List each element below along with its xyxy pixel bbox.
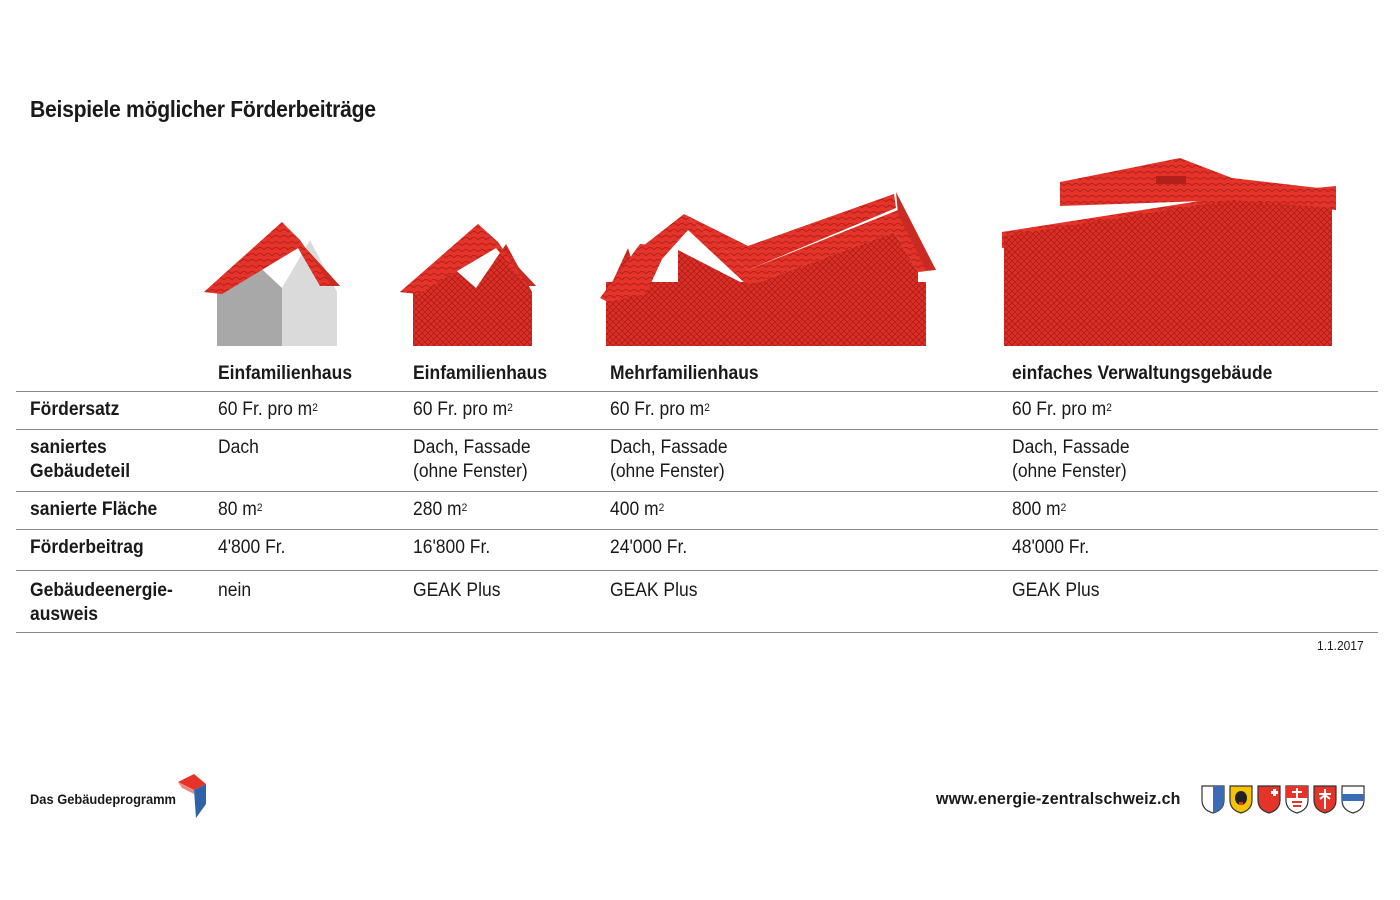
zug-crest-icon [1340, 784, 1366, 814]
table-cell: Dach [218, 437, 259, 458]
schwyz-crest-icon [1256, 784, 1282, 814]
table-cell: GEAK Plus [413, 580, 501, 601]
table-cell: 400 $m^2$ [610, 499, 665, 520]
table-row [16, 392, 1378, 430]
table-cell: GEAK Plus [610, 580, 698, 601]
date-stamp: 1.1.2017 [1317, 638, 1364, 653]
house-multi-family-icon [598, 190, 938, 348]
house-illustrations [0, 150, 1400, 350]
table-row [16, 430, 1378, 492]
obwalden-crest-icon [1284, 784, 1310, 814]
table-cell: 60 Fr. pro $m^2$ [610, 399, 710, 420]
column-header: Mehrfamilienhaus [610, 363, 759, 384]
table-cell: GEAK Plus [1012, 580, 1100, 601]
building-office-icon [1000, 156, 1340, 348]
table-cell: 16'800 Fr. [413, 537, 491, 558]
table-cell: 4'800 Fr. [218, 537, 286, 558]
table-row [16, 492, 1378, 530]
row-label: Förderbeitrag [30, 537, 144, 558]
column-header: Einfamilienhaus [218, 363, 353, 384]
table-cell: 24'000 Fr. [610, 537, 688, 558]
table-row [16, 571, 1378, 633]
row-label: saniertes Gebäudeteil [30, 437, 131, 482]
row-label: sanierte Fläche [30, 499, 158, 520]
table-cell: 60 Fr. pro $m^2$ [218, 399, 318, 420]
house-single-full-icon [398, 222, 540, 348]
house-single-roof-only-icon [200, 220, 345, 348]
table-row [16, 530, 1378, 571]
canton-crests [1200, 784, 1366, 814]
nidwalden-crest-icon [1312, 784, 1338, 814]
uri-crest-icon [1228, 784, 1254, 814]
table-cell: Dach, Fassade (ohne Fenster) [1012, 437, 1130, 482]
row-label: Gebäudeenergie- ausweis [30, 580, 173, 625]
table-cell: 60 Fr. pro $m^2$ [1012, 399, 1112, 420]
cube-logo-icon [176, 774, 208, 818]
table-cell: 60 Fr. pro $m^2$ [413, 399, 513, 420]
table-cell: 80 $m^2$ [218, 499, 263, 520]
program-name: Das Gebäudeprogramm [30, 791, 177, 807]
website-link[interactable]: www.energie-zentralschweiz.ch [936, 789, 1181, 808]
table-header [16, 358, 1378, 392]
column-header: Einfamilienhaus [413, 363, 548, 384]
column-header: einfaches Verwaltungsgebäude [1012, 363, 1273, 384]
table-cell: Dach, Fassade (ohne Fenster) [610, 437, 728, 482]
table-cell: 800 $m^2$ [1012, 499, 1067, 520]
table-cell: 280 $m^2$ [413, 499, 468, 520]
row-label: Fördersatz [30, 399, 120, 420]
lucerne-crest-icon [1200, 784, 1226, 814]
table-cell: 48'000 Fr. [1012, 537, 1090, 558]
funding-table [16, 358, 1378, 633]
table-cell: nein [218, 580, 252, 601]
page-title: Beispiele möglicher Förderbeiträge [30, 96, 376, 122]
table-cell: Dach, Fassade (ohne Fenster) [413, 437, 531, 482]
